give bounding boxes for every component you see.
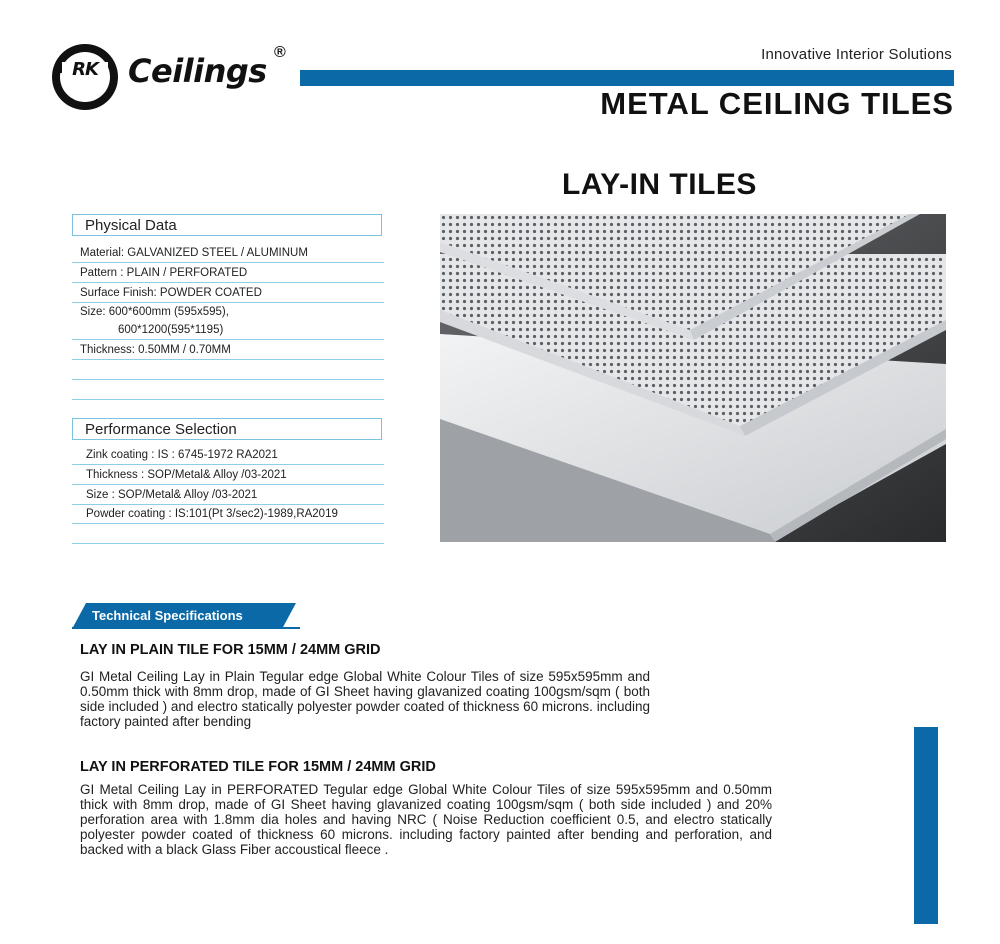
- brand-logo: [52, 40, 302, 100]
- logo-monogram: RK: [62, 62, 108, 78]
- page-title: METAL CEILING TILES: [600, 86, 954, 121]
- performance-heading: Performance Selection: [72, 418, 382, 440]
- decorative-side-bar: [914, 727, 938, 924]
- plain-tile-description: GI Metal Ceiling Lay in Plain Tegular edge Global White Colour Tiles of size 595x595mm and 0.50mm thick with 8mm drop, made of GI Sheet having glavanized coating 100gsm/sqm ( both side included ) and electro statically polyester powder coated of thickness 60 microns. including factory painted after bending: [80, 669, 650, 729]
- tagline: Innovative Interior Solutions: [761, 46, 952, 63]
- physical-data-row: Material: GALVANIZED STEEL / ALUMINUM: [72, 243, 384, 263]
- plain-tile-heading: LAY IN PLAIN TILE FOR 15MM / 24MM GRID: [80, 642, 381, 658]
- ceiling-tiles-illustration: [440, 214, 946, 542]
- performance-row: Zink coating : IS : 6745-1972 RA2021: [72, 445, 384, 465]
- performance-row: Thickness : SOP/Metal& Alloy /03-2021: [72, 465, 384, 485]
- logo-name: Ceilings: [128, 52, 267, 90]
- performance-empty-row: [72, 524, 384, 544]
- header-rule: [300, 70, 954, 86]
- physical-data-empty-row: [72, 360, 384, 380]
- physical-data-empty-row: [72, 380, 384, 400]
- physical-data-row: Pattern : PLAIN / PERFORATED: [72, 263, 384, 283]
- logo-emblem-icon: [52, 44, 118, 110]
- physical-data-row: Thickness: 0.50MM / 0.70MM: [72, 340, 384, 360]
- perforated-tile-heading: LAY IN PERFORATED TILE FOR 15MM / 24MM GRID: [80, 759, 436, 775]
- physical-data-heading: Physical Data: [72, 214, 382, 236]
- performance-row: Powder coating : IS:101(Pt 3/sec2)-1989,RA2019: [72, 504, 384, 524]
- section-title: LAY-IN TILES: [562, 168, 757, 201]
- physical-data-row: 600*1200(595*1195): [72, 320, 384, 340]
- physical-data-row: Surface Finish: POWDER COATED: [72, 283, 384, 303]
- perforated-tile-description: GI Metal Ceiling Lay in PERFORATED Tegular edge Global White Colour Tiles of size 595x595mm and 0.50mm thick with 8mm drop, made of GI Sheet having glavanized coating 100gsm/sqm ( both side included ) and 20% perforation area with 1.8mm dia holes and having NRC ( Noise Reduction coefficient 0.5, and electro statically polyester powder coated of thickness 60 microns. including factory painted after bending and perforation, and backed with a black Glass Fiber accoustical fleece .: [80, 782, 772, 857]
- tech-spec-underline: [72, 627, 300, 629]
- tech-spec-tab: [72, 603, 296, 629]
- tech-spec-label: Technical Specifications: [92, 608, 243, 623]
- product-photo: [440, 214, 946, 542]
- performance-row: Size : SOP/Metal& Alloy /03-2021: [72, 485, 384, 505]
- physical-data-row: Size: 600*600mm (595x595),: [80, 306, 229, 318]
- registered-mark: ®: [274, 44, 286, 61]
